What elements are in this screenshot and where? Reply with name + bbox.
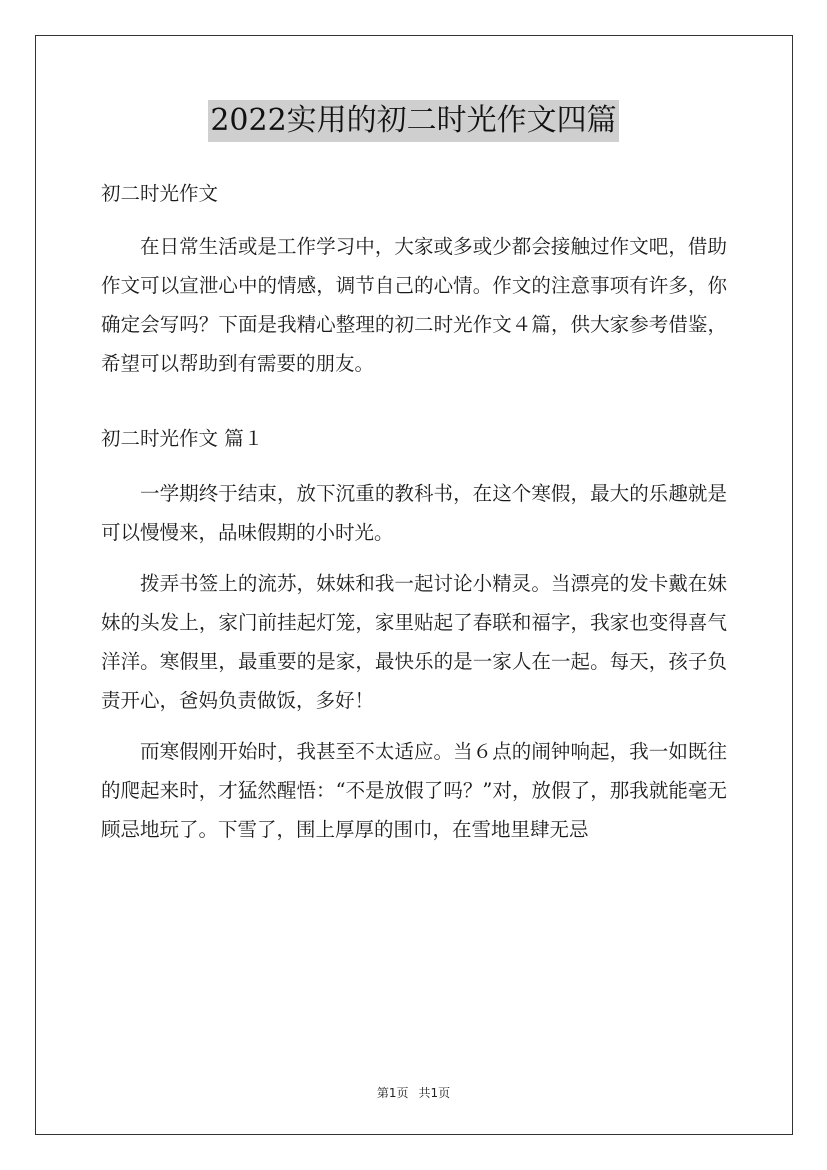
section-heading: 初二时光作文 篇１: [101, 427, 264, 450]
body-paragraph: 一学期终于结束，放下沉重的教科书，在这个寒假，最大的乐趣就是可以慢慢来，品味假期的小时光。: [101, 482, 727, 544]
body-paragraph: 拨弄书签上的流苏，妹妹和我一起讨论小精灵。当漂亮的发卡戴在妹妹的头发上，家门前挂起灯笼，家里贴起了春联和福字，我家也变得喜气洋洋。寒假里，最重要的是家，最快乐的是一家人在一起。每天，孩子负责开心，爸妈负责做饭，多好！: [101, 572, 727, 712]
document-body: [101, 174, 727, 849]
page-number: 第1页: [376, 1086, 409, 1100]
intro-paragraph: 在日常生活或是工作学习中，大家或多或少都会接触过作文吧，借助作文可以宣泄心中的情感，调节自己的心情。作文的注意事项有许多，你确定会写吗？下面是我精心整理的初二时光作文４篇，供大家参考借鉴，希望可以帮助到有需要的朋友。: [101, 235, 727, 375]
document-title: 2022实用的初二时光作文四篇: [208, 100, 618, 142]
page-total: 共1页: [418, 1086, 451, 1100]
title-container: [0, 100, 827, 142]
body-paragraph: 而寒假刚开始时，我甚至不太适应。当６点的闹钟响起，我一如既往的爬起来时，才猛然醒悟：“不是放假了吗？”对，放假了，那我就能毫无顾忌地玩了。下雪了，围上厚厚的围巾，在雪地里肆无忌: [101, 740, 727, 841]
intro-heading: 初二时光作文: [101, 182, 219, 205]
page-footer: [0, 1084, 827, 1101]
